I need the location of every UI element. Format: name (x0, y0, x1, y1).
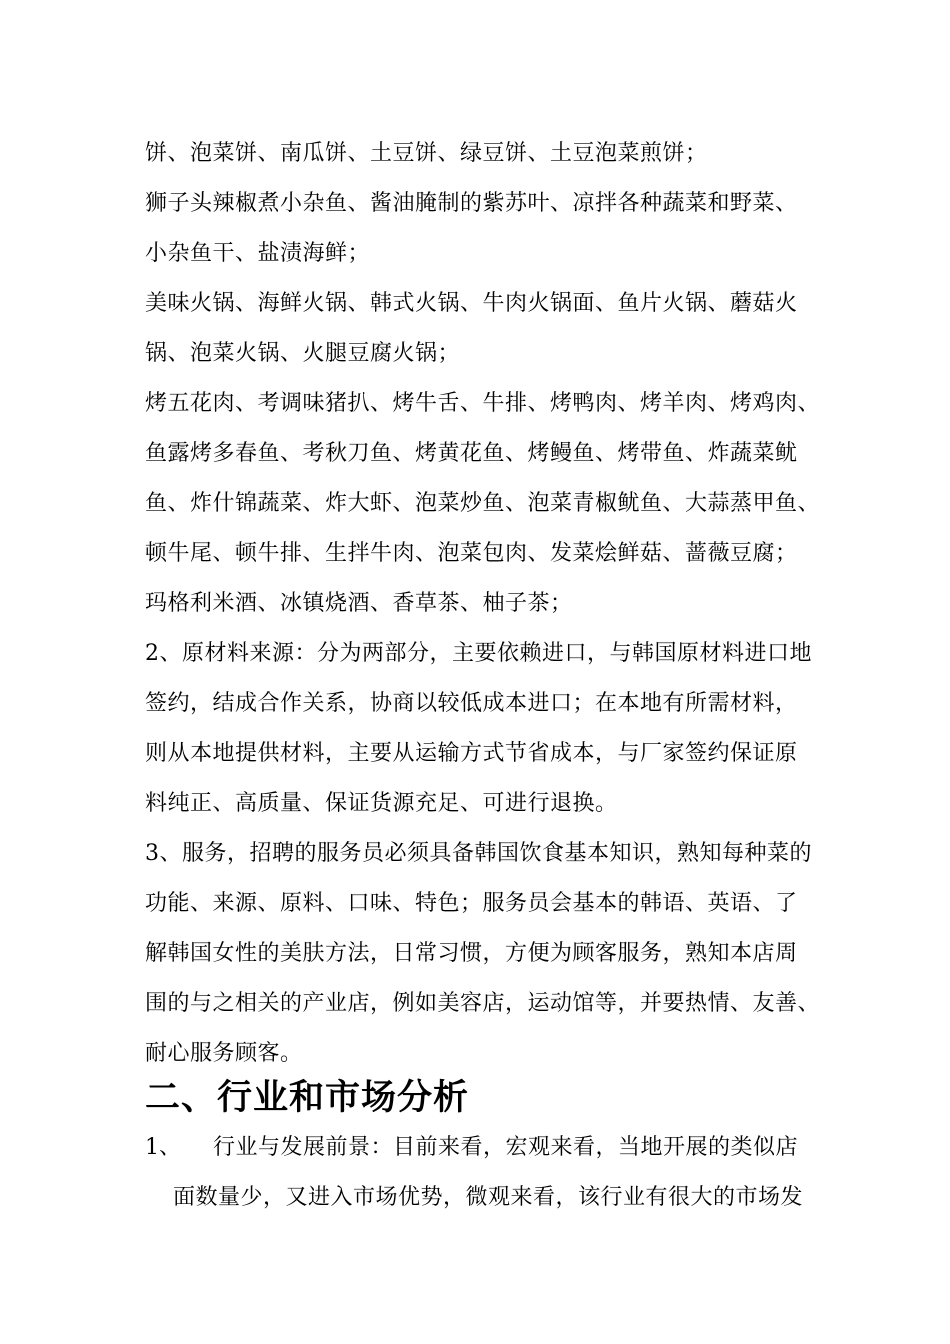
text-line: 鱼、炸什锦蔬菜、炸大虾、泡菜炒鱼、泡菜青椒鱿鱼、大蒜蒸甲鱼、 (145, 491, 821, 516)
text-line: 狮子头辣椒煮小杂鱼、酱油腌制的紫苏叶、凉拌各种蔬菜和野菜、 (145, 191, 798, 216)
text-line: 小杂鱼干、盐渍海鲜； (145, 241, 371, 266)
list-item-number: 1、 (145, 1135, 181, 1160)
list-item-text: 行业与发展前景：目前来看，宏观来看，当地开展的类似店 (213, 1135, 799, 1160)
text-line: 耐心服务顾客。 (145, 1041, 303, 1066)
text-line: 功能、来源、原料、口味、特色；服务员会基本的韩语、英语、了 (145, 891, 798, 916)
text-line: 解韩国女性的美肤方法，日常习惯，方便为顾客服务，熟知本店周 (145, 941, 798, 966)
text-line: 美味火锅、海鲜火锅、韩式火锅、牛肉火锅面、鱼片火锅、蘑菇火 (145, 291, 798, 316)
text-line: 料纯正、高质量、保证货源充足、可进行退换。 (145, 791, 618, 816)
list-item-text-continued: 面数量少，又进入市场优势，微观来看，该行业有很大的市场发 (173, 1185, 804, 1210)
text-line: 3、服务，招聘的服务员必须具备韩国饮食基本知识，熟知每种菜的 (145, 841, 812, 866)
text-line: 则从本地提供材料，主要从运输方式节省成本，与厂家签约保证原 (145, 741, 798, 766)
text-line: 玛格利米酒、冰镇烧酒、香草茶、柚子茶； (145, 591, 573, 616)
text-line: 烤五花肉、考调味猪扒、烤牛舌、牛排、烤鸭肉、烤羊肉、烤鸡肉、 (145, 391, 821, 416)
text-line: 2、原材料来源：分为两部分，主要依赖进口，与韩国原材料进口地 (145, 641, 812, 666)
text-line: 鱼露烤多春鱼、考秋刀鱼、烤黄花鱼、烤鳗鱼、烤带鱼、炸蔬菜鱿 (145, 441, 798, 466)
text-line: 锅、泡菜火锅、火腿豆腐火锅； (145, 341, 461, 366)
section-heading: 二、行业和市场分析 (145, 1078, 470, 1118)
text-line: 饼、泡菜饼、南瓜饼、土豆饼、绿豆饼、土豆泡菜煎饼； (145, 141, 708, 166)
text-line: 围的与之相关的产业店，例如美容店，运动馆等，并要热情、友善、 (145, 991, 821, 1016)
text-line: 签约，结成合作关系，协商以较低成本进口；在本地有所需材料， (145, 691, 798, 716)
text-line: 顿牛尾、顿牛排、生拌牛肉、泡菜包肉、发菜烩鲜菇、蔷薇豆腐； (145, 541, 798, 566)
